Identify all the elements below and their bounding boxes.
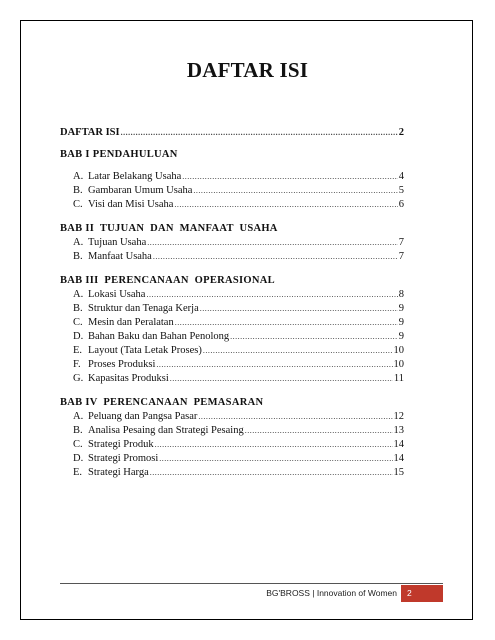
toc-entry-label: Strategi Harga (88, 467, 149, 478)
toc-entry[interactable] (60, 344, 404, 358)
toc-entry[interactable] (60, 170, 404, 184)
toc-entry[interactable] (60, 184, 404, 198)
item-letter: D. (73, 331, 84, 342)
toc-entry-page: 6 (398, 199, 404, 210)
item-letter: A. (73, 237, 84, 248)
toc-entry-page: 10 (393, 345, 404, 356)
dot-leader (203, 344, 393, 358)
dot-leader (146, 288, 397, 302)
toc-entry-label: Lokasi Usaha (88, 289, 146, 300)
item-letter: A. (73, 171, 84, 182)
toc-entry[interactable] (60, 288, 404, 302)
chapter-items (60, 236, 404, 264)
item-letter: E. (73, 467, 83, 478)
footer-text: BG'BROSS | Innovation of Women (266, 588, 397, 598)
toc-entry[interactable] (60, 438, 404, 452)
toc-entry-page: 9 (398, 317, 404, 328)
toc-entry[interactable] (60, 452, 404, 466)
item-letter: E. (73, 345, 83, 356)
toc-entry-label: Struktur dan Tenaga Kerja (88, 303, 199, 314)
toc-entry-label: Tujuan Usaha (88, 237, 147, 248)
item-letter: D. (73, 453, 84, 464)
dot-leader (193, 184, 397, 198)
toc-entry-page: 15 (393, 467, 404, 478)
item-letter: B. (73, 185, 83, 196)
dot-leader (147, 236, 398, 250)
toc-entry[interactable] (60, 250, 404, 264)
toc-entry-page: 7 (398, 251, 404, 262)
toc-entry-label: DAFTAR ISI (60, 127, 120, 138)
toc-entry-page: 4 (398, 171, 404, 182)
toc-entry-label: Visi dan Misi Usaha (88, 199, 174, 210)
dot-leader (155, 438, 393, 452)
toc-entry-page: 9 (398, 303, 404, 314)
dot-leader (198, 410, 392, 424)
dot-leader (153, 250, 398, 264)
toc-entry-page: 9 (398, 331, 404, 342)
table-of-contents (60, 126, 404, 480)
item-letter: B. (73, 425, 83, 436)
item-letter: C. (73, 317, 83, 328)
chapter-heading: BAB IV PERENCANAAN PEMASARAN (60, 397, 264, 408)
chapter-items (60, 410, 404, 480)
toc-entry-label: Strategi Promosi (88, 453, 159, 464)
dot-leader (174, 198, 397, 212)
dot-leader (245, 424, 393, 438)
dot-leader (230, 330, 398, 344)
dot-leader (150, 466, 393, 480)
toc-entry-page: 10 (393, 359, 404, 370)
toc-entry-label: Proses Produksi (88, 359, 156, 370)
item-letter: G. (73, 373, 84, 384)
dot-leader (200, 302, 398, 316)
chapter-heading: BAB II TUJUAN DAN MANFAAT USAHA (60, 223, 278, 234)
toc-entry-page: 13 (393, 425, 404, 436)
item-letter: F. (73, 359, 81, 370)
toc-entry[interactable] (60, 316, 404, 330)
toc-entry[interactable] (60, 372, 404, 386)
toc-entry-label: Strategi Produk (88, 439, 154, 450)
toc-entry[interactable] (60, 198, 404, 212)
toc-entry[interactable] (60, 424, 404, 438)
toc-entry-daftar-isi[interactable] (60, 126, 404, 140)
toc-entry-label: Kapasitas Produksi (88, 373, 169, 384)
item-letter: B. (73, 303, 83, 314)
toc-entry-label: Latar Belakang Usaha (88, 171, 182, 182)
toc-entry-label: Layout (Tata Letak Proses) (88, 345, 202, 356)
toc-entry-label: Gambaran Umum Usaha (88, 185, 193, 196)
toc-entry-page: 5 (398, 185, 404, 196)
footer-divider (60, 583, 443, 584)
toc-entry-label: Peluang dan Pangsa Pasar (88, 411, 198, 422)
dot-leader (121, 126, 398, 140)
item-letter: A. (73, 411, 84, 422)
page-title: DAFTAR ISI (186, 58, 309, 82)
toc-entry-label: Bahan Baku dan Bahan Penolong (88, 331, 230, 342)
toc-entry-page: 2 (398, 127, 404, 138)
footer-page-number: 2 (401, 585, 443, 602)
toc-entry-page: 12 (393, 411, 404, 422)
toc-entry-page: 7 (398, 237, 404, 248)
toc-entry-page: 11 (393, 373, 404, 384)
toc-entry-page: 14 (393, 453, 404, 464)
dot-leader (170, 372, 393, 386)
toc-entry[interactable] (60, 410, 404, 424)
chapter-heading: BAB I PENDAHULUAN (60, 149, 178, 160)
item-letter: C. (73, 439, 83, 450)
dot-leader (156, 358, 392, 372)
toc-entry[interactable] (60, 358, 404, 372)
toc-entry-page: 14 (393, 439, 404, 450)
dot-leader (182, 170, 397, 184)
chapter-heading: BAB III PERENCANAAN OPERASIONAL (60, 275, 275, 286)
dot-leader (159, 452, 392, 466)
chapter-items (60, 170, 404, 212)
toc-entry-label: Manfaat Usaha (88, 251, 152, 262)
toc-entry[interactable] (60, 466, 404, 480)
item-letter: A. (73, 289, 84, 300)
toc-entry-label: Mesin dan Peralatan (88, 317, 174, 328)
toc-entry[interactable] (60, 330, 404, 344)
toc-entry-label: Analisa Pesaing dan Strategi Pesaing (88, 425, 244, 436)
item-letter: C. (73, 199, 83, 210)
toc-entry-page: 8 (398, 289, 404, 300)
dot-leader (175, 316, 398, 330)
toc-entry[interactable] (60, 236, 404, 250)
item-letter: B. (73, 251, 83, 262)
chapter-items (60, 288, 404, 386)
toc-entry[interactable] (60, 302, 404, 316)
